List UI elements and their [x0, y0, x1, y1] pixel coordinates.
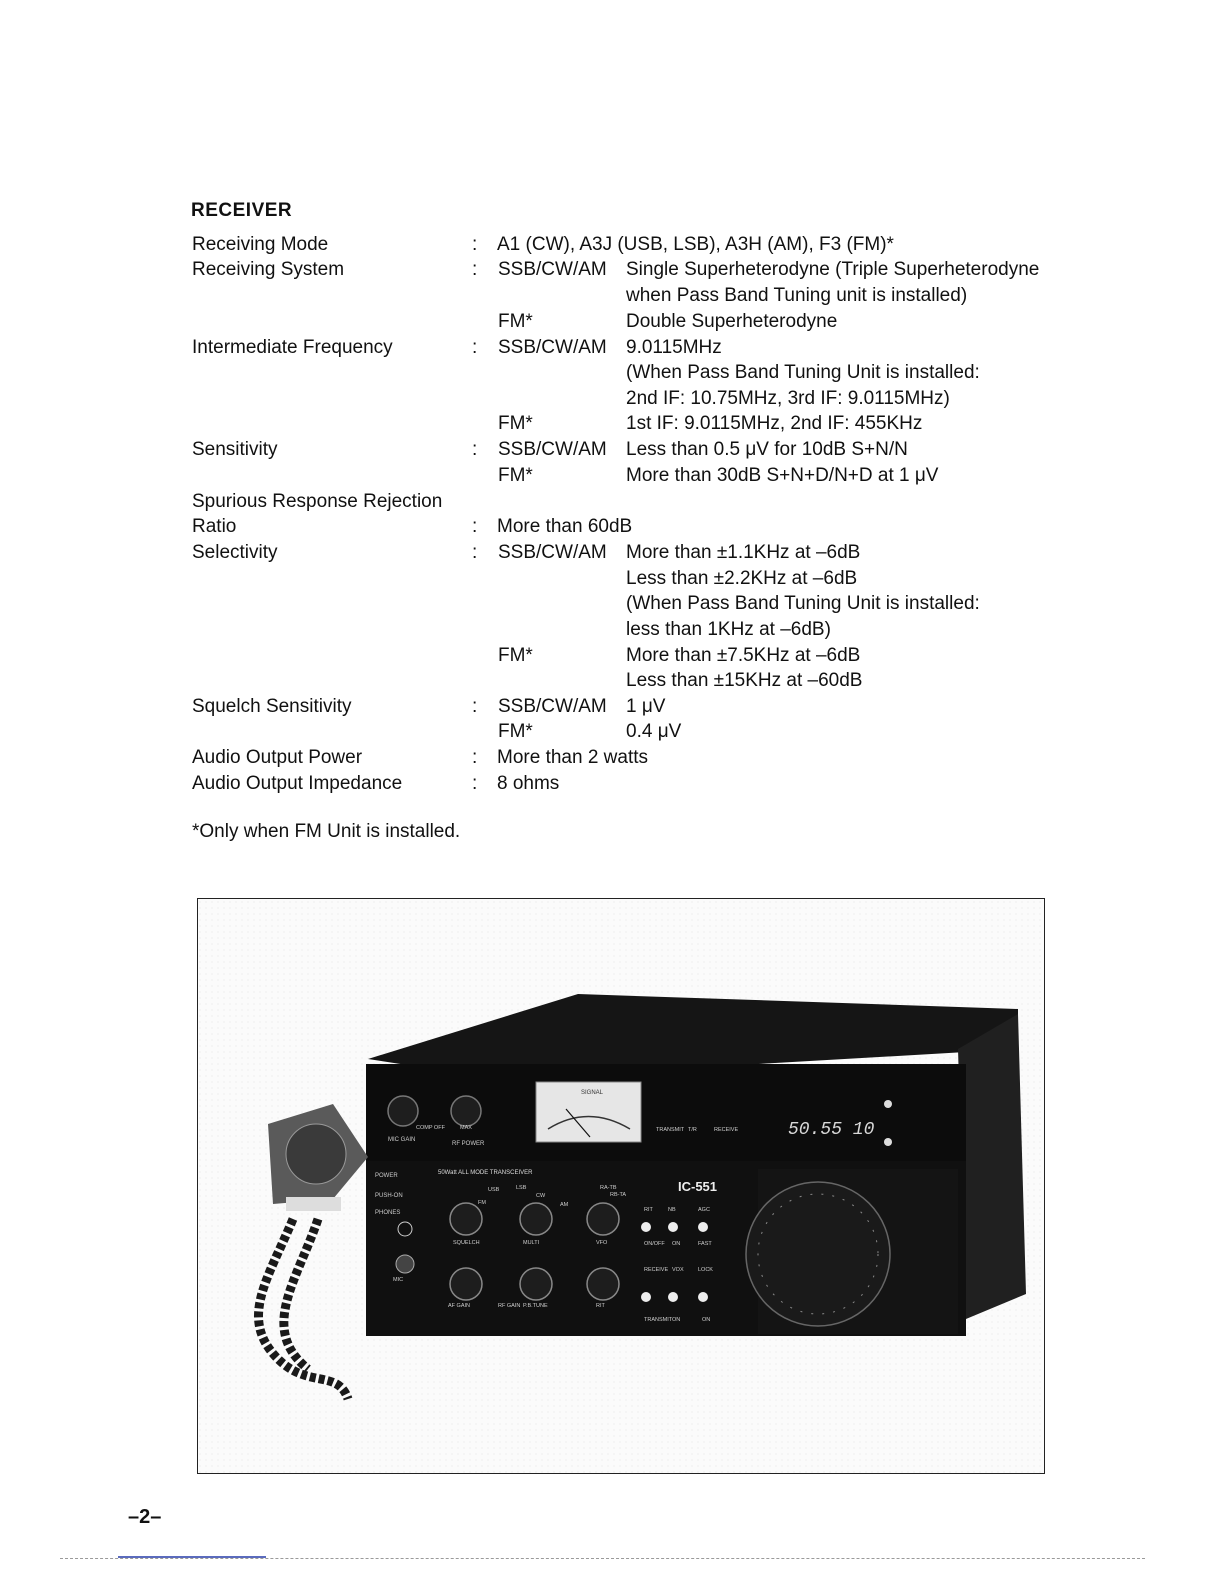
spec-value: Single Superheterodyne (Triple Superheterodyne — [626, 259, 1040, 280]
vfo-knob — [587, 1203, 619, 1235]
panel-legend: FM — [478, 1200, 486, 1206]
spec-value: (When Pass Band Tuning Unit is installed: — [626, 362, 980, 383]
spec-mode: FM* — [498, 413, 533, 434]
panel-legend: USB — [488, 1187, 500, 1193]
spec-row — [0, 645, 1225, 671]
panel-legend: RIT — [644, 1207, 653, 1213]
panel-legend: MAX — [460, 1125, 472, 1131]
panel-legend: FAST — [698, 1241, 712, 1247]
frequency-display: 50.55 10 — [788, 1120, 875, 1140]
spec-value: 1 μV — [626, 696, 666, 717]
pb-tune-knob — [520, 1268, 552, 1300]
spec-mode: FM* — [498, 465, 533, 486]
spec-colon: : — [472, 337, 478, 358]
panel-legend: RECEIVE — [714, 1127, 739, 1133]
spec-mode: SSB/CW/AM — [498, 439, 607, 460]
spec-colon: : — [472, 696, 478, 717]
spec-value: Less than ±15KHz at –60dB — [626, 670, 863, 691]
spec-row — [0, 593, 1225, 619]
panel-legend: SQUELCH — [453, 1240, 480, 1246]
panel-legend: RIT — [596, 1303, 605, 1309]
panel-legend: NB — [668, 1207, 676, 1213]
svg-text:PUSH-ON: PUSH-ON — [375, 1193, 403, 1199]
spec-row — [0, 696, 1225, 722]
model-badge: IC-551 — [678, 1179, 718, 1194]
spec-row — [0, 388, 1225, 414]
panel-legend: TRANSMIT — [656, 1127, 685, 1133]
spec-colon: : — [472, 516, 478, 537]
spec-mode: FM* — [498, 311, 533, 332]
bottom-rule — [60, 1558, 1145, 1560]
mic-connector — [396, 1255, 414, 1273]
spec-label: Selectivity — [192, 542, 278, 563]
spec-value: 2nd IF: 10.75MHz, 3rd IF: 9.0115MHz) — [626, 388, 950, 409]
spec-value: Less than 0.5 μV for 10dB S+N/N — [626, 439, 908, 460]
svg-text:POWER: POWER — [375, 1173, 398, 1179]
spec-mode: SSB/CW/AM — [498, 259, 607, 280]
spec-label: Receiving System — [192, 259, 345, 280]
spec-mode: SSB/CW/AM — [498, 696, 607, 717]
panel-legend: RB-TA — [610, 1192, 627, 1198]
spec-label: Intermediate Frequency — [192, 337, 393, 358]
spec-row — [0, 439, 1225, 465]
panel-legend: P.B.TUNE — [523, 1303, 548, 1309]
spec-row — [0, 234, 1225, 260]
spec-colon: : — [472, 747, 478, 768]
panel-legend: ON — [672, 1241, 681, 1247]
spec-row — [0, 542, 1225, 568]
spec-colon: : — [472, 439, 478, 460]
spec-colon: : — [472, 259, 478, 280]
spec-colon: : — [472, 773, 478, 794]
panel-legend: AF GAIN — [448, 1303, 471, 1309]
spec-value: More than 2 watts — [497, 747, 649, 768]
spec-mode: FM* — [498, 721, 533, 742]
spec-label: Spurious Response Rejection — [192, 491, 443, 512]
spec-value: More than 30dB S+N+D/N+D at 1 μV — [626, 465, 939, 486]
panel-legend: ON/OFF — [644, 1241, 665, 1247]
spec-value: Double Superheterodyne — [626, 311, 838, 332]
transceiver-illustration — [198, 899, 1044, 1473]
spec-row — [0, 721, 1225, 747]
spec-value: 8 ohms — [497, 773, 560, 794]
bottom-marker — [118, 1556, 266, 1558]
spec-row — [0, 465, 1225, 491]
spec-label: Sensitivity — [192, 439, 278, 460]
section-title: RECEIVER — [191, 200, 293, 221]
spec-row — [0, 362, 1225, 388]
panel-legend: CW — [536, 1193, 546, 1199]
panel-legend: RECEIVE — [644, 1267, 669, 1273]
panel-legend: VOX — [672, 1267, 684, 1273]
svg-text:PHONES: PHONES — [375, 1210, 401, 1216]
squelch-knob — [450, 1203, 482, 1235]
spec-row — [0, 337, 1225, 363]
spec-row — [0, 747, 1225, 773]
svg-text:RF POWER: RF POWER — [452, 1141, 485, 1147]
case-side — [958, 1014, 1026, 1319]
spec-colon: : — [472, 234, 478, 255]
spec-value: 1st IF: 9.0115MHz, 2nd IF: 455KHz — [626, 413, 923, 434]
spec-row — [0, 311, 1225, 337]
spec-row — [0, 491, 1225, 517]
main-tuning-dial — [746, 1182, 890, 1326]
svg-text:50Watt ALL MODE TRANSCEIVER: 50Watt ALL MODE TRANSCEIVER — [438, 1170, 533, 1176]
panel-legend: RF GAIN — [498, 1303, 521, 1309]
panel-legend: LOCK — [698, 1267, 713, 1273]
rf-power-knob — [451, 1096, 481, 1126]
spec-mode: SSB/CW/AM — [498, 542, 607, 563]
panel-legend: VFO — [596, 1240, 608, 1246]
spec-row — [0, 259, 1225, 285]
rit-knob — [587, 1268, 619, 1300]
spec-row — [0, 619, 1225, 645]
meter-label: SIGNAL — [581, 1090, 604, 1096]
spec-value: 9.0115MHz — [626, 337, 722, 358]
spec-value: More than 60dB — [497, 516, 633, 537]
spec-colon: : — [472, 542, 478, 563]
footnote: *Only when FM Unit is installed. — [192, 821, 461, 842]
spec-value: More than ±1.1KHz at –6dB — [626, 542, 861, 563]
spec-value: A1 (CW), A3J (USB, LSB), A3H (AM), F3 (FM)* — [497, 234, 894, 255]
spec-label: Audio Output Impedance — [192, 773, 403, 794]
spec-label: Ratio — [192, 516, 237, 537]
af-gain-knob — [450, 1268, 482, 1300]
spec-mode: FM* — [498, 645, 533, 666]
transceiver-photo — [197, 898, 1045, 1474]
panel-legend: LSB — [516, 1185, 527, 1191]
spec-value: Less than ±2.2KHz at –6dB — [626, 568, 858, 589]
spec-row — [0, 413, 1225, 439]
svg-text:MIC GAIN: MIC GAIN — [388, 1137, 416, 1143]
panel-legend: MIC — [393, 1277, 404, 1283]
panel-legend: AM — [560, 1202, 569, 1208]
page-number: –2– — [128, 1506, 162, 1528]
spec-label: Receiving Mode — [192, 234, 329, 255]
mic-gain-knob — [388, 1096, 418, 1126]
spec-value: (When Pass Band Tuning Unit is installed: — [626, 593, 980, 614]
panel-legend: MULTI — [523, 1240, 540, 1246]
panel-legend: ON — [702, 1317, 711, 1323]
spec-mode: SSB/CW/AM — [498, 337, 607, 358]
spec-value: less than 1KHz at –6dB) — [626, 619, 831, 640]
panel-legend: COMP OFF — [416, 1125, 445, 1131]
spec-row — [0, 670, 1225, 696]
spec-row — [0, 285, 1225, 311]
panel-legend: RA-TB — [600, 1185, 617, 1191]
panel-legend: ON — [672, 1317, 681, 1323]
spec-label: Squelch Sensitivity — [192, 696, 352, 717]
panel-legend: T/R — [688, 1127, 697, 1133]
mode-knob — [520, 1203, 552, 1235]
spec-value: 0.4 μV — [626, 721, 682, 742]
spec-row — [0, 568, 1225, 594]
spec-value: when Pass Band Tuning unit is installed) — [626, 285, 968, 306]
spec-row — [0, 773, 1225, 799]
spec-row — [0, 516, 1225, 542]
panel-legend: TRANSMIT — [644, 1317, 673, 1323]
spec-label: Audio Output Power — [192, 747, 363, 768]
panel-legend: AGC — [698, 1207, 710, 1213]
spec-value: More than ±7.5KHz at –6dB — [626, 645, 861, 666]
